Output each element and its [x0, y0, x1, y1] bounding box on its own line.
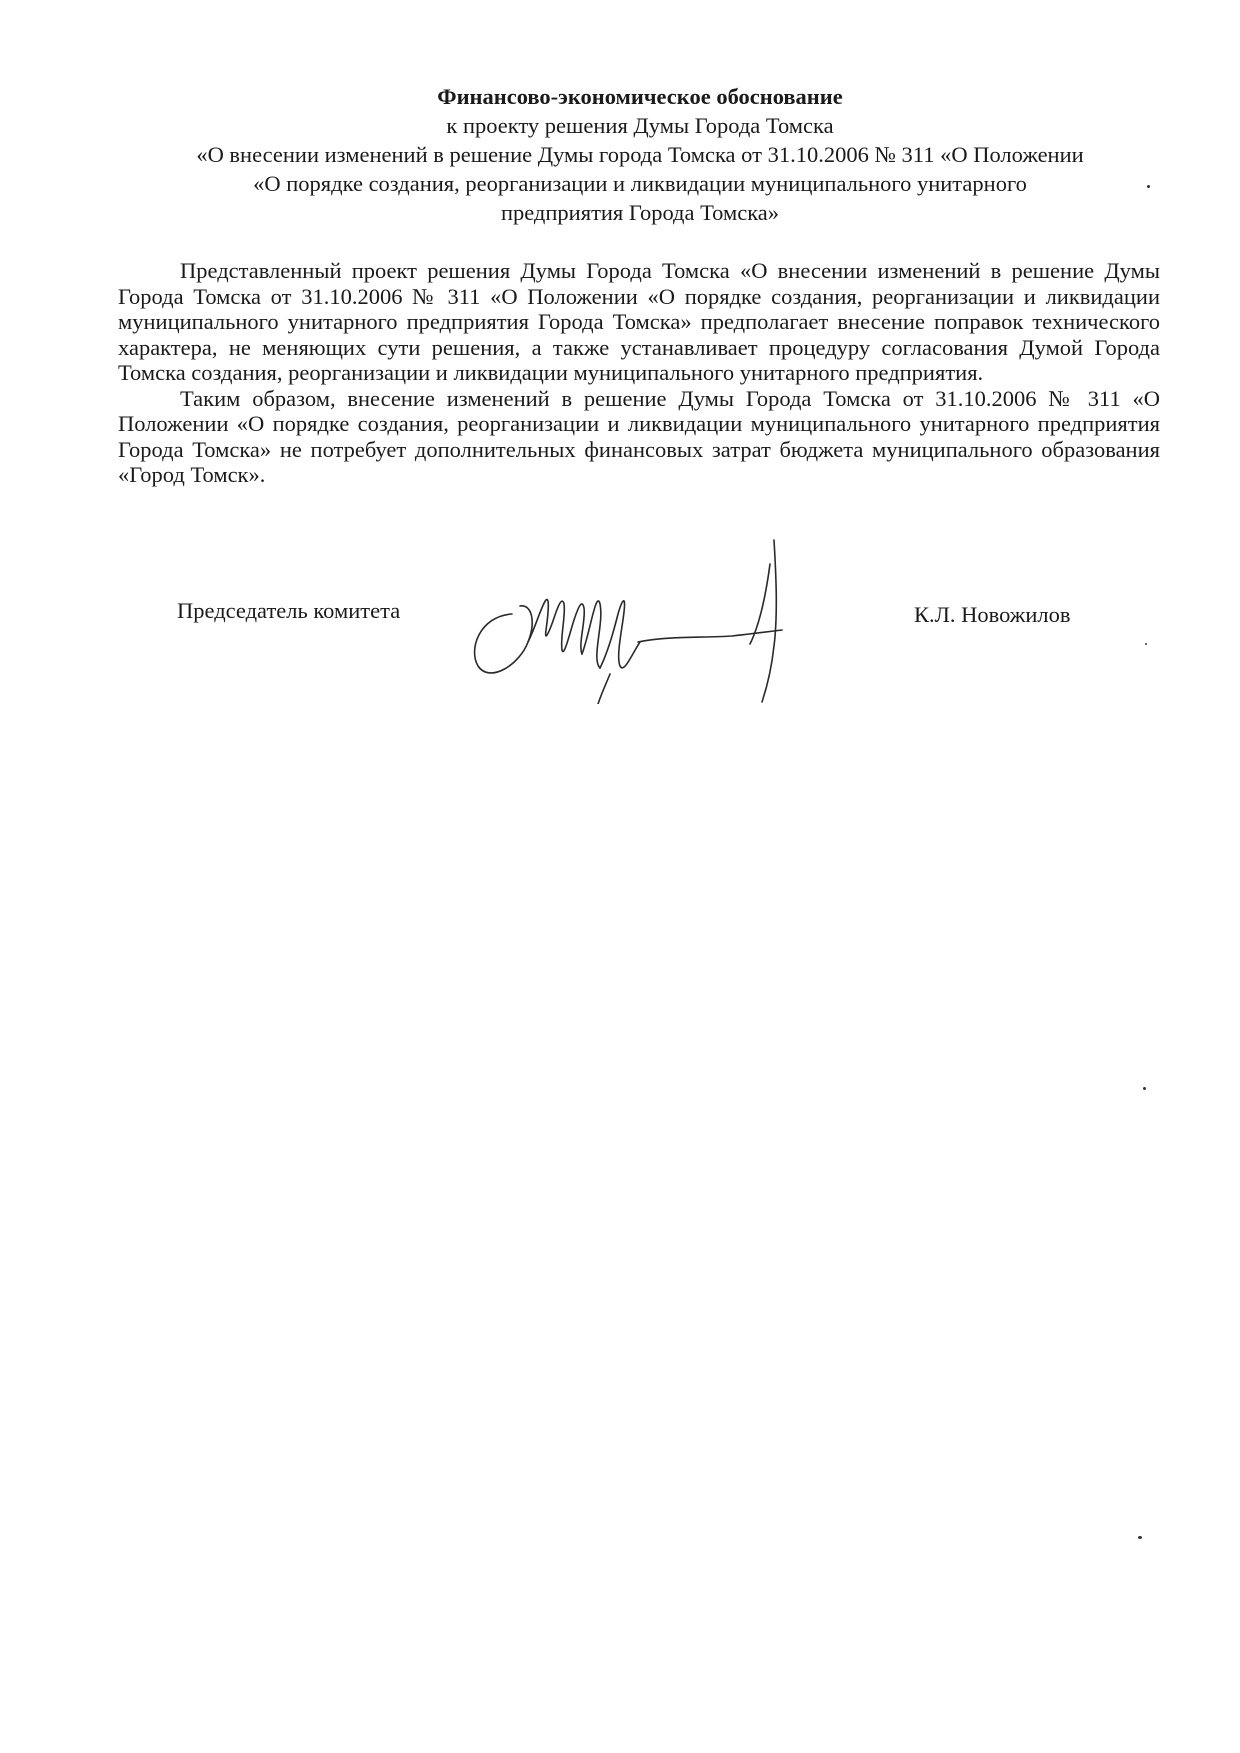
- body-paragraph: Таким образом, внесение изменений в решение Думы Города Томска от 31.10.2006 № 311 «О Положении «О порядке создания, реорганизации и ликвидации муниципального унитарного предприятия Города Томска» не потребует дополнительных финансовых затрат бюджета муниципального образования «Город Томск».: [118, 385, 1160, 487]
- body-paragraph: Представленный проект решения Думы Города Томска «О внесении изменений в решение Думы Города Томска от 31.10.2006 № 311 «О Положении «О порядке создания, реорганизации и ликвидации муниципального унитарного предприятия Города Томска» предполагает внесение поправок технического характера, не меняющих сути решения, а также устанавливает процедуру согласования Думой Города Томска создания, реорганизации и ликвидации муниципального унитарного предприятия.: [118, 258, 1160, 385]
- subtitle-line: предприятия Города Томска»: [500, 200, 780, 225]
- signature-block: [0, 586, 1240, 696]
- scan-speck: [1147, 185, 1150, 188]
- signer-position: Председатель комитета: [177, 598, 401, 623]
- handwritten-signature: [450, 534, 850, 704]
- scan-speck: [1145, 643, 1147, 645]
- subtitle-line: «О порядке создания, реорганизации и ликвидации муниципального унитарного: [253, 171, 1027, 196]
- document-body: [118, 258, 1160, 488]
- subtitle-line: «О внесении изменений в решение Думы города Томска от 31.10.2006 № 311 «О Положении: [196, 142, 1084, 167]
- signer-name: К.Л. Новожилов: [914, 602, 1071, 627]
- document-heading: [120, 82, 1160, 227]
- document-title: Финансово-экономическое обоснование: [437, 84, 843, 109]
- scan-speck: [1138, 1536, 1142, 1539]
- scan-speck: [1143, 1087, 1146, 1090]
- subtitle-line: к проекту решения Думы Города Томска: [446, 113, 834, 138]
